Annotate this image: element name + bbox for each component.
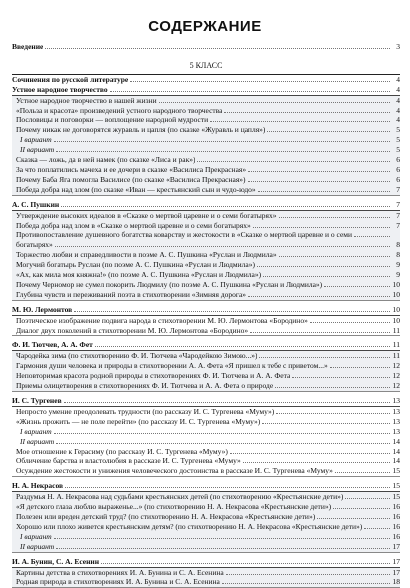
toc-page-number: 15	[392, 481, 400, 491]
dot-leader	[224, 112, 390, 113]
toc-section-nekrasov[interactable]	[12, 481, 400, 492]
toc-entry-title: Победа добра над злом в «Сказке о мертвой царевне и о семи богатырях»	[12, 221, 251, 231]
toc-page-number: 4	[392, 96, 400, 106]
toc-page-number: 13	[392, 407, 400, 417]
toc-page-number: 10	[392, 280, 400, 290]
dot-leader	[130, 81, 390, 82]
toc-page-number: 15	[392, 492, 400, 502]
dot-leader	[54, 433, 390, 434]
toc-section-title: А. С. Пушкин	[12, 200, 59, 210]
toc-page-number: 9	[392, 270, 400, 280]
toc-entry-title: Поэтическое изображение подвига народа в стихотворении М. Ю. Лермонтова «Бородино»	[12, 316, 308, 326]
toc-entry[interactable]	[12, 96, 400, 106]
toc-entry-intro[interactable]	[12, 42, 400, 52]
dot-leader	[310, 322, 390, 323]
toc-page-number: 4	[392, 115, 400, 125]
toc-page-number: 4	[392, 106, 400, 116]
toc-entry-title: За что поплатились мачеха и ее дочери в сказке «Василиса Прекрасная»	[12, 165, 246, 175]
toc-entry[interactable]	[12, 270, 400, 280]
toc-page-number: 10	[392, 305, 400, 315]
toc-entry[interactable]	[12, 165, 400, 175]
toc-section-title: И. С. Тургенев	[12, 396, 62, 406]
toc-entry[interactable]	[12, 417, 400, 427]
toc-entry-title: Почему Черномор не сумел покорить Людмилу (по поэме А. С. Пушкина «Руслан и Людмила»)	[12, 280, 322, 290]
toc-page-number: 11	[392, 340, 400, 350]
dot-leader	[364, 528, 390, 529]
dot-leader	[354, 236, 390, 237]
toc-entry[interactable]	[12, 381, 400, 391]
toc-entry-title: Полезен или вреден детский труд? (по стихотворению Н. А. Некрасова «Крестьянские дети»)	[12, 512, 315, 522]
toc-section-title: Н. А. Некрасов	[12, 481, 63, 491]
toc-entry[interactable]	[12, 447, 400, 457]
toc-page-number: 13	[392, 427, 400, 437]
toc-entry-title: Противопоставление душевного богатства коварству и жестокости в «Сказке о мертвой царевне и о семи	[12, 230, 352, 240]
toc-section-title: Сочинения по русской литературе	[12, 75, 128, 85]
dot-leader	[101, 563, 390, 564]
toc-page-number: 15	[392, 466, 400, 476]
toc-entry-title: Почему Баба Яга помогла Василисе (по сказке «Василиса Прекрасная»)	[12, 175, 246, 185]
toc-page-number: 13	[392, 417, 400, 427]
toc-entry-title: Неповторимая красота родной природы в стихотворениях Ф. И. Тютчева и А. А. Фета	[12, 371, 290, 381]
toc-entry[interactable]	[12, 502, 400, 512]
toc-entry-title: «Польза и красота» произведений устного народного творчества	[12, 106, 222, 116]
table-of-contents	[12, 42, 400, 588]
toc-section-nekrasov-items	[12, 492, 400, 552]
dot-leader	[330, 367, 390, 368]
toc-entry-title: «Жизнь прожить — не поле перейти» (по рассказу И. С. Тургенева «Муму»)	[12, 417, 260, 427]
toc-entry-title: I вариант	[12, 532, 52, 542]
class-heading: 5 КЛАСС	[12, 61, 400, 71]
toc-entry[interactable]	[12, 290, 400, 300]
toc-section-bunin-items	[12, 568, 400, 588]
toc-entry-title: Гармония души человека и природы в стихотворении А. А. Фета «Я пришел к тебе с приветом...»	[12, 361, 328, 371]
toc-entry-title: богатырях»	[12, 240, 53, 250]
toc-page-number: 11	[392, 351, 400, 361]
dot-leader	[65, 487, 390, 488]
dot-leader	[267, 131, 390, 132]
toc-variant-entry[interactable]	[12, 437, 400, 447]
toc-entry[interactable]	[12, 115, 400, 125]
toc-entry-title: II вариант	[12, 542, 54, 552]
toc-page-number: 14	[392, 437, 400, 447]
dot-leader	[110, 91, 390, 92]
toc-variant-entry[interactable]	[12, 145, 400, 155]
dot-leader	[222, 583, 390, 584]
toc-section-turgenev-items	[12, 407, 400, 477]
toc-entry-title: Осуждение жестокости и унижения человеческого достоинства в рассказе И. С. Тургенева «Муму»	[12, 466, 333, 476]
dot-leader	[259, 357, 390, 358]
toc-section-tyutchev[interactable]	[12, 340, 400, 351]
dot-leader	[243, 462, 390, 463]
toc-entry-title: Хорошо или плохо живется крестьянским детям? (по стихотворению Н. А. Некрасова «Крестьянские дети»)	[12, 522, 362, 532]
toc-section-turgenev[interactable]	[12, 396, 400, 407]
toc-page-number: 7	[392, 211, 400, 221]
toc-entry-title: Победа добра над злом (по сказке «Иван — крестьянский сын и чудо-юдо»	[12, 185, 256, 195]
toc-page-number: 7	[392, 185, 400, 195]
dot-leader	[95, 346, 390, 347]
dot-leader	[262, 423, 390, 424]
toc-variant-entry[interactable]	[12, 135, 400, 145]
toc-entry[interactable]	[12, 407, 400, 417]
dot-leader	[258, 191, 390, 192]
toc-entry-title: Диалог двух поколений в стихотворении М. Ю. Лермонтова «Бородино»	[12, 326, 248, 336]
dot-leader	[275, 387, 390, 388]
toc-entry[interactable]	[12, 568, 400, 578]
toc-page-number: 7	[392, 200, 400, 210]
dot-leader	[248, 171, 390, 172]
toc-entry[interactable]	[12, 250, 400, 260]
dot-leader	[64, 402, 390, 403]
toc-page-number: 11	[392, 326, 400, 336]
toc-entry[interactable]	[12, 280, 400, 290]
toc-entry[interactable]	[12, 125, 400, 135]
dot-leader	[56, 548, 390, 549]
dot-leader	[248, 181, 390, 182]
dot-leader	[197, 161, 390, 162]
dot-leader	[56, 443, 390, 444]
toc-page-number: 17	[392, 557, 400, 567]
toc-entry-title: «Я детского глаза люблю выраженье...» (по стихотворению Н. А. Некрасова «Крестьянские дети»)	[12, 502, 331, 512]
dot-leader	[279, 217, 391, 218]
toc-section-title: Устное народное творчество	[12, 85, 108, 95]
dot-leader	[54, 538, 390, 539]
toc-section-folk[interactable]	[12, 85, 400, 96]
dot-leader	[230, 453, 390, 454]
dot-leader	[333, 508, 390, 509]
toc-entry[interactable]	[12, 230, 400, 240]
toc-page-number: 7	[392, 221, 400, 231]
toc-entry-title: II вариант	[12, 145, 54, 155]
toc-section-pushkin-items	[12, 211, 400, 301]
toc-section-essays[interactable]	[12, 75, 400, 85]
toc-page-number: 12	[392, 361, 400, 371]
toc-section-tyutchev-items	[12, 351, 400, 392]
toc-entry[interactable]	[12, 577, 400, 587]
toc-entry-title: I вариант	[12, 135, 52, 145]
toc-section-folk-items	[12, 96, 400, 196]
toc-page-number: 5	[392, 145, 400, 155]
toc-entry[interactable]	[12, 326, 400, 336]
toc-entry[interactable]	[12, 522, 400, 532]
toc-page-number: 9	[392, 260, 400, 270]
dot-leader	[226, 574, 390, 575]
toc-page-number: 13	[392, 396, 400, 406]
toc-section-title: Ф. И. Тютчев, А. А. Фет	[12, 340, 93, 350]
toc-page-number: 4	[392, 75, 400, 85]
dot-leader	[276, 413, 390, 414]
dot-leader	[279, 256, 390, 257]
toc-entry-title: Утверждение высоких идеалов в «Сказке о мертвой царевне и о семи богатырях»	[12, 211, 277, 221]
toc-entry-title: Приемы олицетворения в стихотворениях Ф. И. Тютчева и А. А. Фета о природе	[12, 381, 273, 391]
toc-entry[interactable]	[12, 371, 400, 381]
toc-entry-title: Обличение барства и властолюбия в рассказе И. С. Тургенева «Муму»	[12, 456, 241, 466]
toc-entry-title: Мое отношение к Герасиму (по рассказу И. С. Тургенева «Муму»)	[12, 447, 228, 457]
toc-entry-title: Родная природа в стихотворениях И. А. Бунина и С. А. Есенина	[12, 577, 220, 587]
toc-entry[interactable]	[12, 351, 400, 361]
toc-page-number: 16	[392, 532, 400, 542]
toc-entry[interactable]	[12, 512, 400, 522]
toc-entry[interactable]	[12, 175, 400, 185]
toc-entry[interactable]	[12, 211, 400, 221]
toc-section-title: М. Ю. Лермонтов	[12, 305, 72, 315]
dot-leader	[74, 311, 390, 312]
toc-section-title: И. А. Бунин, С. А. Есенин	[12, 557, 99, 567]
dot-leader	[250, 332, 390, 333]
toc-variant-entry[interactable]	[12, 542, 400, 552]
dot-leader	[345, 498, 390, 499]
dot-leader	[210, 121, 390, 122]
toc-page-number: 8	[392, 240, 400, 250]
dot-leader	[45, 48, 390, 49]
toc-page-number: 17	[392, 542, 400, 552]
toc-entry-title: Глубина чувств и переживаний поэта в стихотворении «Зимняя дорога»	[12, 290, 246, 300]
toc-page-number: 17	[392, 568, 400, 578]
toc-page-number: 12	[392, 371, 400, 381]
dot-leader	[263, 276, 390, 277]
toc-entry[interactable]	[12, 106, 400, 116]
dot-leader	[292, 377, 390, 378]
dot-leader	[56, 151, 390, 152]
dot-leader	[335, 472, 390, 473]
toc-section-lermontov[interactable]	[12, 305, 400, 316]
dot-leader	[324, 286, 390, 287]
toc-entry-title: Почему никак не договорятся журавль и цапля (по сказке «Журавль и цапля»)	[12, 125, 265, 135]
toc-entry-title: Могучий богатырь Руслан (по поэме А. С. Пушкина «Руслан и Людмила»)	[12, 260, 255, 270]
toc-entry-title: Торжество любви и справедливости в поэме А. С. Пушкина «Руслан и Людмила»	[12, 250, 277, 260]
toc-entry-title: Чародейка зима (по стихотворению Ф. И. Тютчева «Чародейкою Зимою...»)	[12, 351, 257, 361]
toc-entry[interactable]	[12, 466, 400, 476]
toc-page-number: 6	[392, 155, 400, 165]
toc-entry[interactable]	[12, 361, 400, 371]
toc-entry-title: Картины детства в стихотворениях И. А. Бунина и С. А. Есенина	[12, 568, 224, 578]
dot-leader	[54, 141, 390, 142]
toc-page-number: 6	[392, 165, 400, 175]
toc-page-number: 3	[392, 42, 400, 52]
toc-section-bunin[interactable]	[12, 557, 400, 568]
toc-entry-title: Непросто умение преодолевать трудности (по рассказу И. С. Тургенева «Муму»)	[12, 407, 274, 417]
toc-entry[interactable]	[12, 155, 400, 165]
toc-page-number: 16	[392, 522, 400, 532]
toc-entry[interactable]	[12, 316, 400, 326]
toc-page-number: 6	[392, 175, 400, 185]
dot-leader	[248, 296, 390, 297]
toc-page-number: 18	[392, 577, 400, 587]
toc-page-number: 10	[392, 290, 400, 300]
toc-section-pushkin[interactable]	[12, 200, 400, 211]
dot-leader	[159, 102, 390, 103]
toc-entry-title: Пословицы и поговорки — воплощение народной мудрости	[12, 115, 208, 125]
toc-entry[interactable]	[12, 185, 400, 195]
toc-entry-title: Раздумья Н. А. Некрасова над судьбами крестьянских детей (по стихотворению «Крестьянские дети»)	[12, 492, 343, 502]
toc-page-number: 14	[392, 456, 400, 466]
toc-entry-title: Устное народное творчество в нашей жизни	[12, 96, 157, 106]
toc-entry-title: Введение	[12, 42, 43, 52]
toc-entry-title: Сказка — ложь, да в ней намек (по сказке «Лиса и рак»)	[12, 155, 195, 165]
toc-entry-title: II вариант	[12, 437, 54, 447]
toc-section-lermontov-items	[12, 316, 400, 337]
toc-page-number: 10	[392, 316, 400, 326]
toc-page-number: 14	[392, 447, 400, 457]
dot-leader	[61, 206, 390, 207]
toc-entry[interactable]	[12, 260, 400, 270]
dot-leader	[253, 227, 390, 228]
dot-leader	[317, 518, 390, 519]
toc-page-number: 12	[392, 381, 400, 391]
toc-page-number: 8	[392, 250, 400, 260]
toc-entry[interactable]	[12, 492, 400, 502]
toc-entry[interactable]	[12, 221, 400, 231]
toc-entry-title: «Ах, как мила моя княжна!» (по поэме А. С. Пушкина «Руслан и Людмила»)	[12, 270, 261, 280]
dot-leader	[257, 266, 390, 267]
toc-page-number: 16	[392, 502, 400, 512]
toc-entry[interactable]	[12, 240, 400, 250]
toc-entry-title: I вариант	[12, 427, 52, 437]
toc-entry[interactable]	[12, 456, 400, 466]
toc-page-number: 4	[392, 85, 400, 95]
dot-leader	[55, 246, 390, 247]
toc-page-number: 16	[392, 512, 400, 522]
toc-page-number: 5	[392, 125, 400, 135]
toc-variant-entry[interactable]	[12, 427, 400, 437]
page-title: СОДЕРЖАНИЕ	[0, 18, 410, 35]
toc-page-number: 5	[392, 135, 400, 145]
